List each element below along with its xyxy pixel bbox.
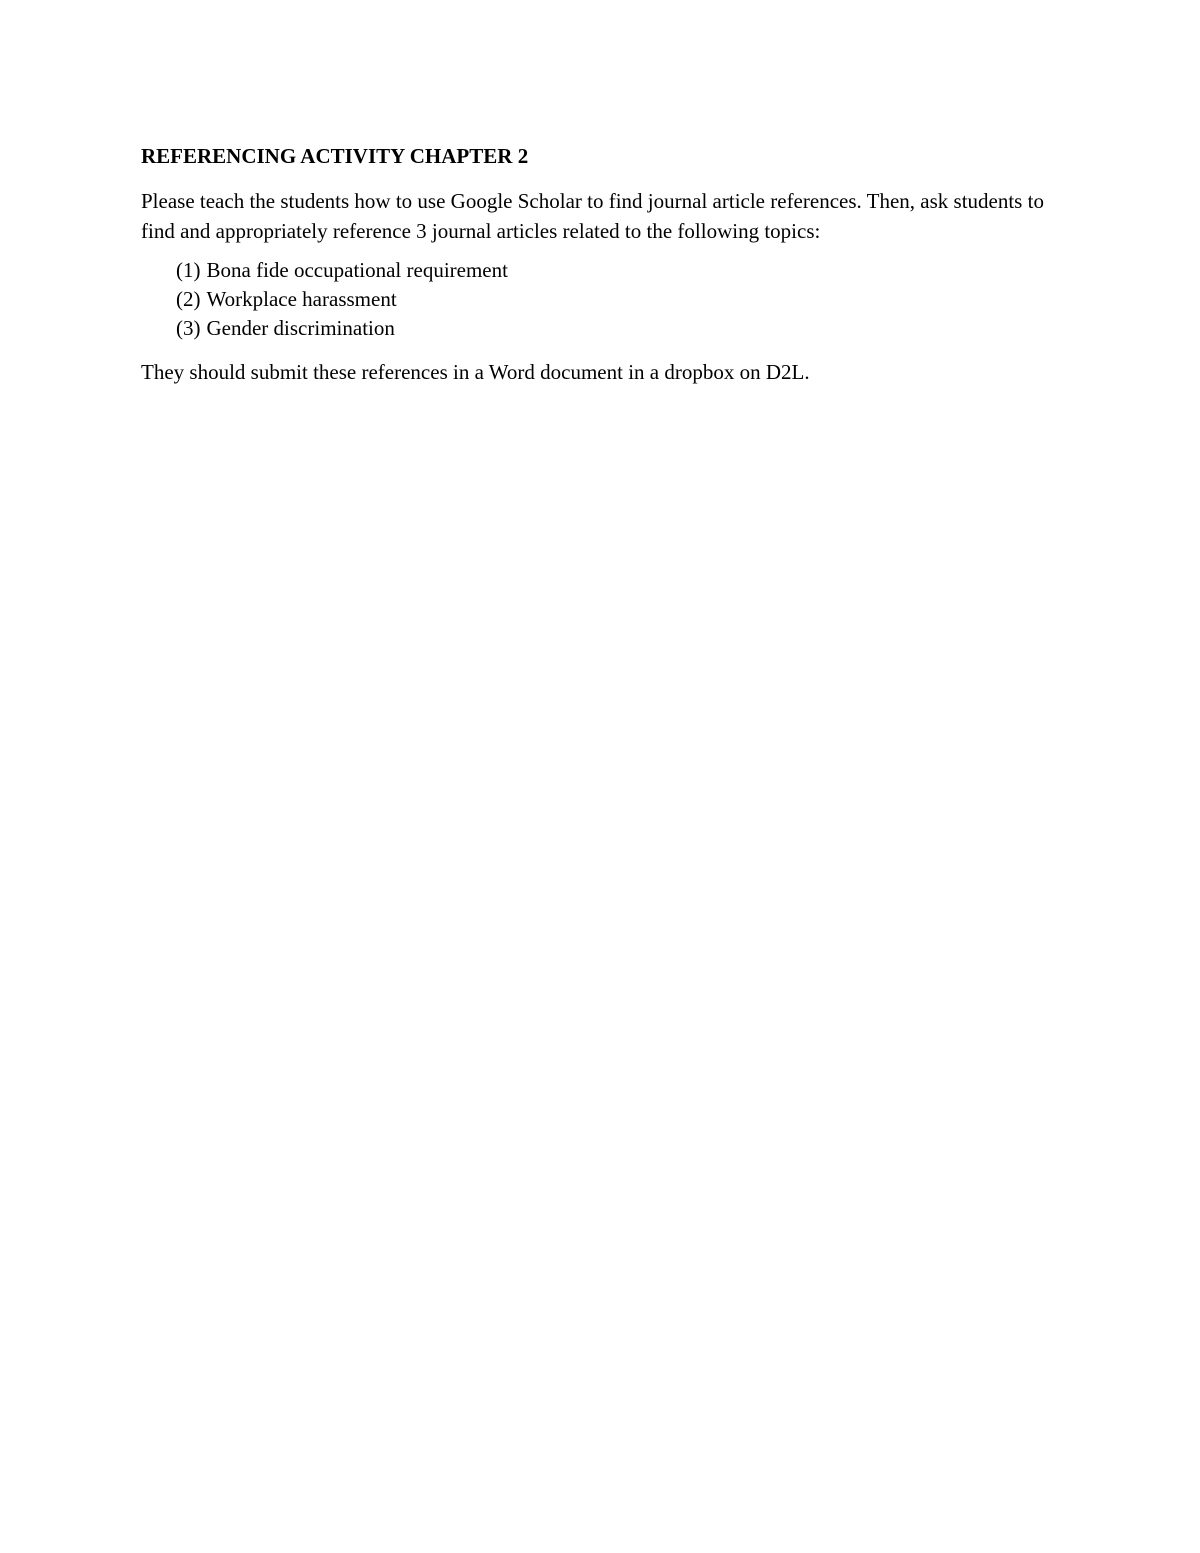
topic-text: Gender discrimination — [206, 316, 395, 340]
topic-text: Bona fide occupational requirement — [206, 258, 508, 282]
document-title: REFERENCING ACTIVITY CHAPTER 2 — [141, 144, 529, 168]
topic-item — [176, 285, 1061, 314]
topic-list — [141, 256, 1061, 343]
topic-number: (2) — [176, 287, 201, 311]
intro-paragraph: Please teach the students how to use Google Scholar to find journal article references. Then, ask students to find and appropriately reference 3 journal articles related to the following topics: — [141, 189, 1044, 243]
topic-item — [176, 256, 1061, 285]
document-body — [141, 142, 1061, 397]
topic-item — [176, 314, 1061, 343]
topic-text: Workplace harassment — [206, 287, 397, 311]
topic-number: (3) — [176, 316, 201, 340]
closing-paragraph: They should submit these references in a Word document in a dropbox on D2L. — [141, 360, 810, 384]
topic-number: (1) — [176, 258, 201, 282]
